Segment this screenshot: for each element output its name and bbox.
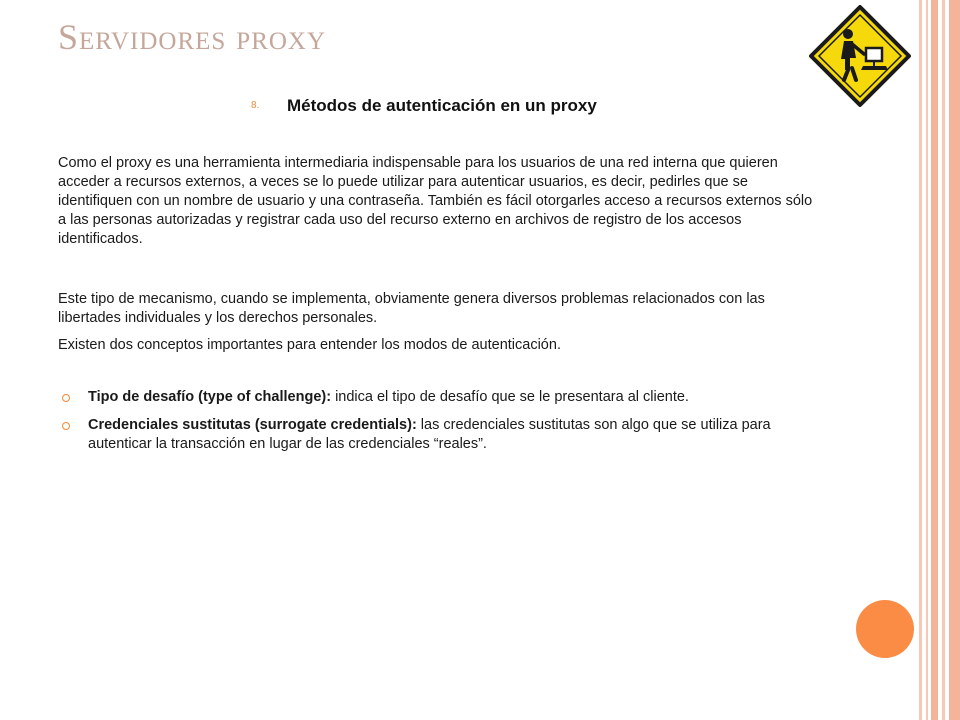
list-item xyxy=(58,416,818,454)
section-title: Métodos de autenticación en un proxy xyxy=(287,96,597,115)
decorative-stripe xyxy=(949,0,960,720)
section-heading xyxy=(251,96,597,116)
bullet-text: las credenciales sustitutas son algo que se utiliza para autenticar la transacción en lugar de las credenciales “reales”. xyxy=(88,417,771,452)
bullet-term: Credenciales sustitutas (surrogate credentials): xyxy=(88,417,417,433)
list-item xyxy=(58,388,818,407)
construction-worker-sign-icon xyxy=(808,4,912,108)
decorative-stripe xyxy=(931,0,938,720)
decorative-stripe xyxy=(919,0,922,720)
paragraph: Existen dos conceptos importantes para entender los modos de autenticación. xyxy=(58,337,561,353)
section-number: 8. xyxy=(251,100,260,111)
bullet-icon xyxy=(62,422,70,430)
slide-title: Servidores proxy xyxy=(58,17,327,57)
paragraph: Como el proxy es una herramienta intermediaria indispensable para los usuarios de una red interna que quieren acceder a recursos externos, a veces se lo puede utilizar para autenticar usuarios, es decir, pedirles que se identifiquen con un nombre de usuario y una contraseña. También es fácil otorgarles acceso a recursos externos sólo a las personas autorizadas y registrar cada uso del recurso externo en archivos de registro de los accesos identificados. xyxy=(58,155,813,247)
bullet-text: indica el tipo de desafío que se le presentara al cliente. xyxy=(331,389,689,405)
bullet-icon xyxy=(62,394,70,402)
paragraph: Este tipo de mecanismo, cuando se implementa, obviamente genera diversos problemas relacionados con las libertades individuales y los derechos personales. xyxy=(58,291,765,326)
decorative-stripe xyxy=(926,0,928,720)
bullet-term: Tipo de desafío (type of challenge): xyxy=(88,389,332,405)
decorative-circle xyxy=(856,600,914,658)
decorative-stripe xyxy=(942,0,945,720)
